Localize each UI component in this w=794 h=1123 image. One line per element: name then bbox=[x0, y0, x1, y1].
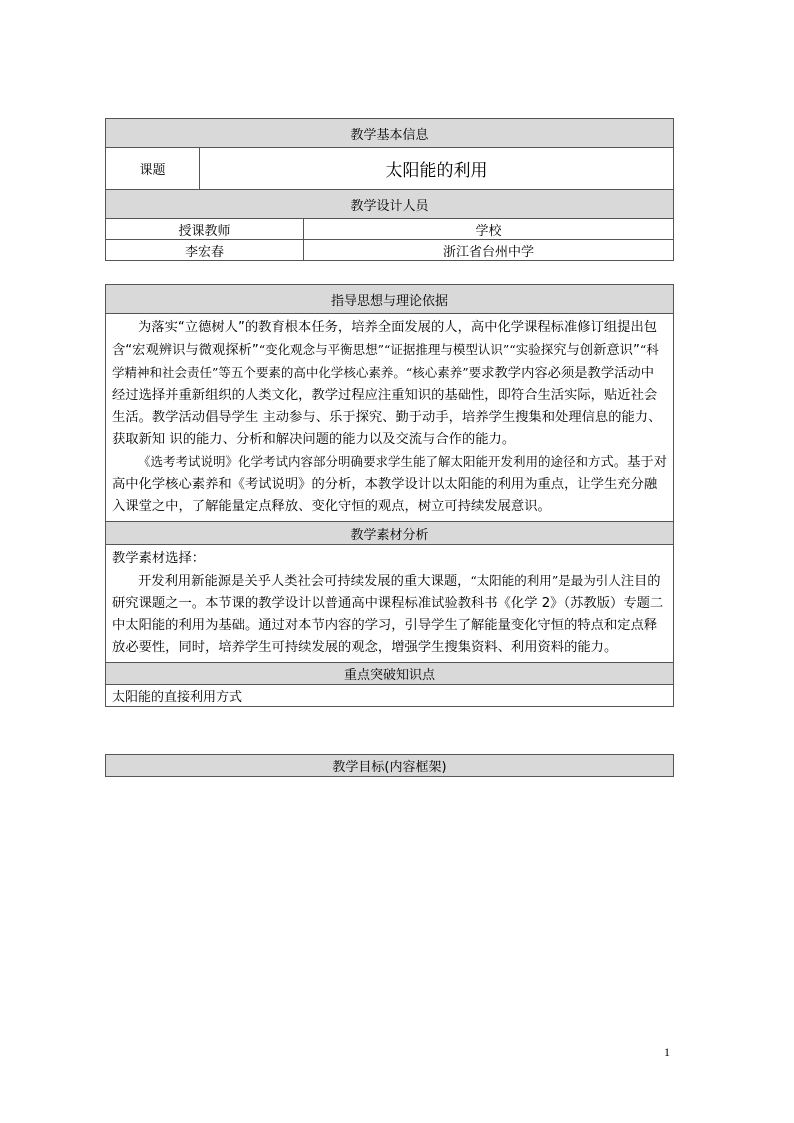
teacher-label: 授课教师 bbox=[106, 219, 304, 240]
key-points-header: 重点突破知识点 bbox=[106, 663, 674, 685]
guiding-paragraph-2: 《选考考试说明》化学考试内容部分明确要求学生能了解太阳能开发利用的途径和方式。基于对高中化学核心素养和《考试说明》的分析，本教学设计以太阳能的利用为重点，让学生充分融入课堂之中，了解能量定点释放、变化守恒的观点，树立可持续发展意识。 bbox=[112, 454, 667, 514]
school-name: 浙江省台州中学 bbox=[304, 240, 674, 261]
guiding-table bbox=[105, 284, 674, 707]
topic-value: 太阳能的利用 bbox=[200, 148, 674, 190]
materials-header: 教学素材分析 bbox=[106, 522, 674, 545]
basic-info-table bbox=[105, 118, 674, 261]
guiding-header: 指导思想与理论依据 bbox=[106, 285, 674, 314]
materials-paragraph: 开发利用新能源是关乎人类社会可持续发展的重大课题，“太阳能的利用”是最为引人注目的研究课题之一。本节课的教学设计以普通高中课程标准试验教科书《化学 2》（苏教版）专题二中太阳能的利用为基础。通过对本节内容的学习，引导学生了解能量变化守恒的特点和定点释放必要性，同时，培养学生可持续发展的观念，增强学生搜集资料、利用资料的能力。 bbox=[112, 573, 664, 655]
topic-label: 课题 bbox=[106, 148, 200, 190]
guiding-content bbox=[106, 314, 674, 522]
objectives-table bbox=[105, 754, 674, 777]
designers-header: 教学设计人员 bbox=[106, 190, 674, 219]
guiding-paragraph-1: 为落实“立德树人”的教育根本任务，培养全面发展的人，高中化学课程标准修订组提出包含“宏观辨识与微观探析”“变化观念与平衡思想”“证据推理与模型认识”“实验探究与创新意识”“科学精神和社会责任”等五个要素的高中化学核心素养。“核心素养”要求教学内容必须是教学活动中经过选择并重新组织的人类文化，教学过程应注重知识的基础性，即符合生活实际，贴近社会生活。教学活动倡导学生 主动参与、乐于探究、勤于动手，培养学生搜集和处理信息的能力、获取新知 识的能力、分析和解决问题的能力以及交流与合作的能力。 bbox=[112, 320, 662, 447]
school-label: 学校 bbox=[304, 219, 674, 240]
basic-info-header: 教学基本信息 bbox=[106, 119, 674, 148]
materials-content bbox=[106, 545, 674, 663]
page-number: 1 bbox=[664, 1045, 670, 1059]
materials-label: 教学素材选择： bbox=[112, 551, 206, 566]
key-points-content: 太阳能的直接利用方式 bbox=[106, 685, 674, 707]
teacher-name: 李宏春 bbox=[106, 240, 304, 261]
objectives-header: 教学目标(内容框架) bbox=[106, 755, 674, 777]
